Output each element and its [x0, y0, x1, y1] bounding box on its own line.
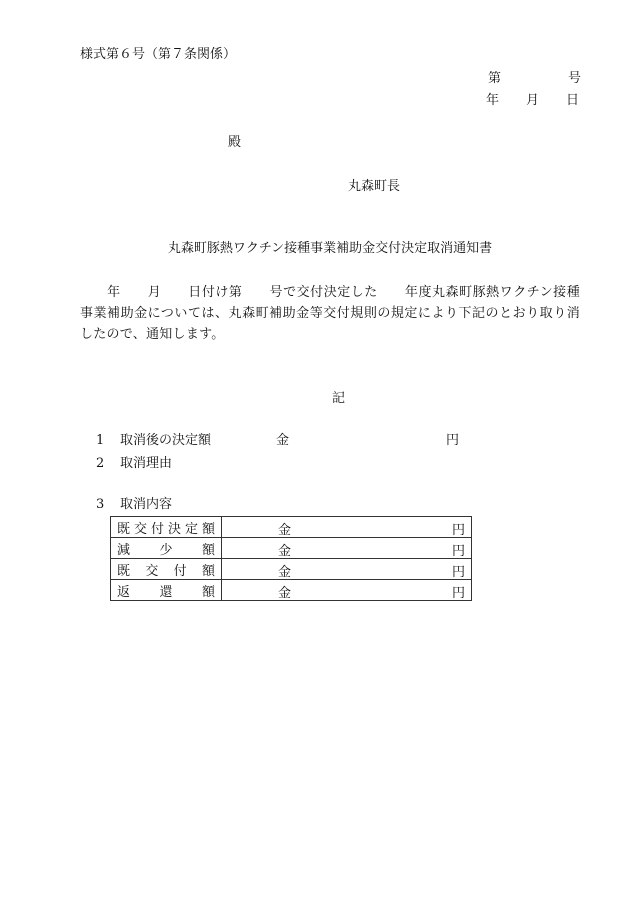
- form-number-label: 様式第６号（第７条関係）: [80, 47, 237, 62]
- document-number-prefix: 第: [488, 71, 502, 86]
- cancellation-table: [110, 516, 472, 601]
- row-amount-cell: [222, 580, 472, 601]
- row-label: 既交付額: [111, 559, 222, 580]
- document-number-suffix: 号: [568, 71, 582, 86]
- table-row: [111, 559, 472, 580]
- document-title: 丸森町豚熱ワクチン接種事業補助金交付決定取消通知書: [167, 241, 493, 256]
- row-kin: 金: [278, 586, 292, 601]
- row-amount-cell: [222, 559, 472, 580]
- row-amount-cell: [222, 517, 472, 538]
- row-kin: 金: [278, 544, 292, 559]
- item-3-label: 取消内容: [120, 497, 173, 512]
- addressee-honorific: 殿: [228, 135, 242, 150]
- date-month-label: 月: [526, 93, 540, 108]
- table-row: [111, 538, 472, 559]
- table-row: [111, 517, 472, 538]
- table-row: [111, 580, 472, 601]
- row-kin: 金: [278, 523, 292, 538]
- row-yen: 円: [451, 565, 465, 580]
- row-label: 既交付決定額: [111, 517, 222, 538]
- row-yen: 円: [451, 544, 465, 559]
- item-1-yen: 円: [446, 433, 460, 448]
- row-yen: 円: [451, 523, 465, 538]
- row-amount-cell: [222, 538, 472, 559]
- item-1-label: 取消後の決定額: [120, 433, 212, 448]
- item-3-number: 3: [96, 497, 105, 512]
- item-1-kin: 金: [276, 433, 290, 448]
- row-label: 返還額: [111, 580, 222, 601]
- item-2-label: 取消理由: [120, 456, 173, 471]
- date-day-label: 日: [566, 93, 580, 108]
- ki-heading: 記: [332, 391, 346, 406]
- item-1-number: 1: [96, 433, 105, 448]
- body-paragraph: 年 月 日付け第 号で交付決定した 年度丸森町豚熱ワクチン接種事業補助金については、丸森町補助金等交付規則の規定により下記のとおり取り消したので、通知します。: [80, 285, 580, 342]
- item-2-number: 2: [96, 456, 105, 471]
- row-kin: 金: [278, 565, 292, 580]
- row-label: 減少額: [111, 538, 222, 559]
- date-year-label: 年: [486, 93, 500, 108]
- sender-name: 丸森町長: [348, 179, 401, 194]
- row-yen: 円: [451, 586, 465, 601]
